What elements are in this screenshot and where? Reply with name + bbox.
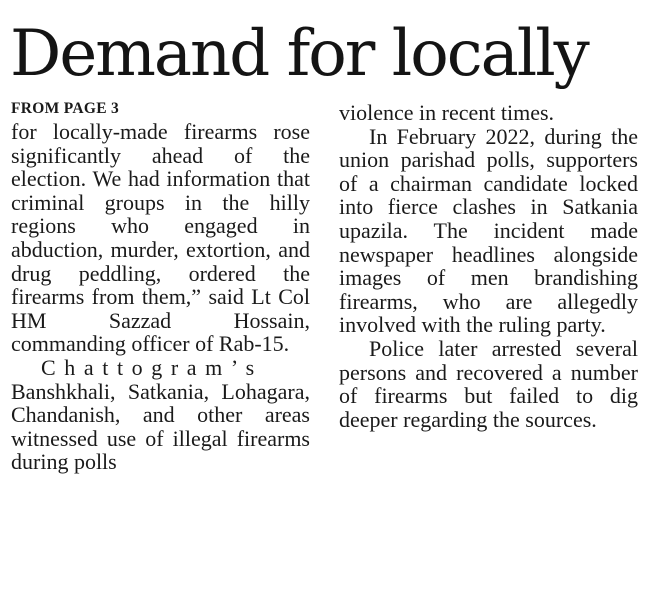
body-paragraph: In February 2022, during the union parishad polls, supporters of a chairman candidate locked into fierce clashes in Satkania upazila. The incident made newspaper headlines alongside images of men brandishing firearms, who are allegedly involved with the ruling party. — [339, 123, 638, 338]
spaced-word: Chattogram’s — [41, 354, 263, 380]
headline: Demand for locally — [10, 17, 588, 91]
body-text: Banshkhali, Satkania, Lohagara, Chandanish, and other areas witnessed use of illegal firearms during polls — [11, 378, 310, 475]
body-paragraph: violence in recent times. — [339, 100, 555, 125]
body-paragraph — [11, 356, 310, 474]
article-column-right — [339, 101, 638, 431]
article-column-left — [11, 100, 310, 474]
body-paragraph: Police later arrested several persons and recovered a number of firearms but failed to dig deeper regarding the sources. — [339, 335, 638, 432]
body-paragraph: for locally-made firearms rose significantly ahead of the election. We had information that criminal groups in the hilly regions who engaged in abduction, murder, extortion, and drug peddling, ordered the firearms from them,” said Lt Col HM Sazzad Hossain, commanding officer of Rab-15. — [11, 119, 310, 357]
continued-from-label: FROM PAGE 3 — [11, 100, 120, 117]
